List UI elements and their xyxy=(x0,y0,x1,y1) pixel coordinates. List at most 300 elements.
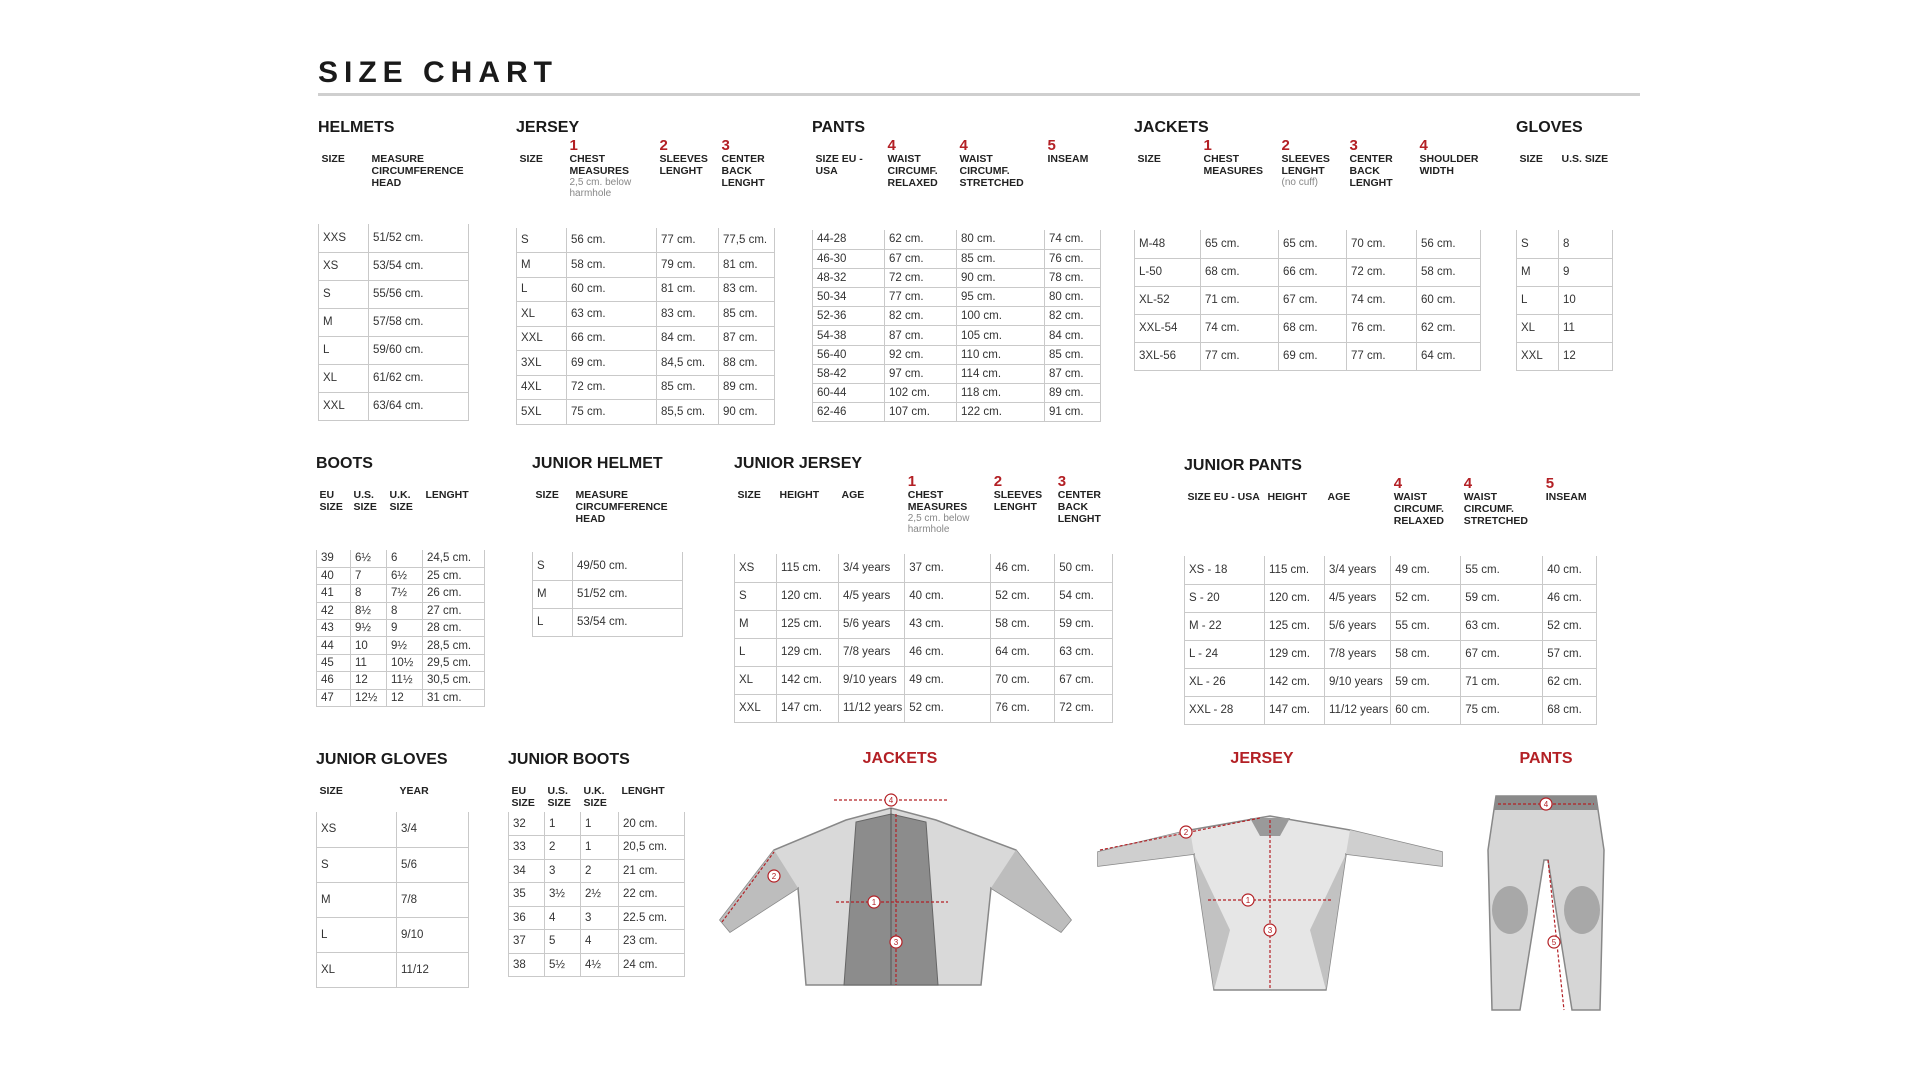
header-label: U.S. SIZE xyxy=(353,489,377,513)
table-cell: 31 cm. xyxy=(423,689,485,706)
measure-number: 1 xyxy=(569,137,578,154)
table-row xyxy=(319,308,469,336)
table-cell: 23 cm. xyxy=(619,930,685,954)
table-cell: 3/4 years xyxy=(839,554,905,582)
table-cell: 62 cm. xyxy=(1417,314,1481,342)
table-cell: 81 cm. xyxy=(719,253,775,278)
table-cell: 3 xyxy=(581,906,619,930)
section-title: BOOTS xyxy=(316,455,373,472)
column-header xyxy=(1055,474,1113,554)
table-cell: 90 cm. xyxy=(957,268,1045,287)
table-cell: 55 cm. xyxy=(1391,612,1461,640)
header-label: SLEEVES LENGHT xyxy=(1281,153,1330,177)
table-cell: 81 cm. xyxy=(657,277,719,302)
svg-text:4: 4 xyxy=(1543,800,1549,809)
section-title: HELMETS xyxy=(318,119,395,136)
table-row xyxy=(813,364,1101,383)
table-cell: 52 cm. xyxy=(905,694,991,722)
table-cell: 51/52 cm. xyxy=(573,580,683,608)
measure-number xyxy=(426,474,483,489)
header-label: MEASURE CIRCUMFERENCE HEAD xyxy=(371,153,464,189)
measure-number xyxy=(780,474,837,489)
table-row xyxy=(735,582,1113,610)
table-row xyxy=(1185,668,1597,696)
table-cell: 48-32 xyxy=(813,268,885,287)
header-label: MEASURE CIRCUMFERENCE HEAD xyxy=(575,489,668,525)
table-cell: 3XL-56 xyxy=(1135,342,1201,370)
marker-5 xyxy=(1548,936,1560,948)
table-cell: 28 cm. xyxy=(423,620,485,637)
table-cell: 3½ xyxy=(545,883,581,907)
table-cell: S xyxy=(517,228,567,253)
measure-number xyxy=(354,474,385,489)
header-label: HEIGHT xyxy=(1267,491,1308,503)
table-cell: 8½ xyxy=(351,602,387,619)
measure-number: 3 xyxy=(721,137,730,154)
measure-number xyxy=(520,138,565,153)
header-label: SIZE EU - USA xyxy=(1187,491,1260,503)
header-label: LENGHT xyxy=(425,489,469,501)
table-cell: 24,5 cm. xyxy=(423,550,485,567)
table-cell: 125 cm. xyxy=(777,610,839,638)
table-cell: 37 xyxy=(509,930,545,954)
column-header xyxy=(573,474,683,552)
measure-number: 2 xyxy=(993,473,1003,490)
measure-number: 2 xyxy=(1281,137,1290,154)
table-cell: XL xyxy=(1517,314,1559,342)
measure-number: 4 xyxy=(959,137,968,154)
column-header xyxy=(619,770,685,812)
table-cell: 5/6 years xyxy=(1325,612,1391,640)
table-cell: 43 cm. xyxy=(905,610,991,638)
column-header xyxy=(1461,476,1543,556)
table-row xyxy=(317,917,469,952)
table-cell: 9 xyxy=(1559,258,1613,286)
table-cell: L xyxy=(533,608,573,636)
column-header xyxy=(1045,138,1101,230)
table-row xyxy=(533,580,683,608)
table-cell: 57 cm. xyxy=(1543,640,1597,668)
table-cell: 21 cm. xyxy=(619,859,685,883)
header-label: SIZE xyxy=(737,489,761,501)
table-cell: 88 cm. xyxy=(719,351,775,376)
table-cell: 60 cm. xyxy=(1417,286,1481,314)
table-cell: 60-44 xyxy=(813,384,885,403)
table-row xyxy=(317,550,485,567)
table-cell: 58 cm. xyxy=(1391,640,1461,668)
table-cell: 58 cm. xyxy=(991,610,1055,638)
column-header xyxy=(1417,138,1481,230)
column-header xyxy=(317,770,397,812)
marker-3 xyxy=(1264,924,1276,936)
table-cell: 56-40 xyxy=(813,345,885,364)
table-cell: M - 22 xyxy=(1185,612,1265,640)
column-header xyxy=(1391,476,1461,556)
column-header xyxy=(1325,476,1391,556)
pants-table xyxy=(812,138,1101,422)
boots-table xyxy=(316,474,485,707)
table-cell: XXL - 28 xyxy=(1185,696,1265,724)
measure-number xyxy=(622,770,683,785)
table-row xyxy=(813,268,1101,287)
svg-text:2: 2 xyxy=(1183,828,1189,837)
table-cell: 105 cm. xyxy=(957,326,1045,345)
column-header xyxy=(369,138,469,224)
table-cell: 107 cm. xyxy=(885,403,957,422)
table-cell: 100 cm. xyxy=(957,307,1045,326)
table-cell: 53/54 cm. xyxy=(369,252,469,280)
header-label: SHOULDER WIDTH xyxy=(1419,153,1479,177)
header-label: HEIGHT xyxy=(779,489,820,501)
table-cell: 7/8 years xyxy=(1325,640,1391,668)
marker-1 xyxy=(868,896,880,908)
table-row xyxy=(317,812,469,847)
table-cell: 115 cm. xyxy=(1265,556,1325,584)
table-cell: 72 cm. xyxy=(1347,258,1417,286)
table-cell: 40 cm. xyxy=(905,582,991,610)
table-cell: 74 cm. xyxy=(1045,230,1101,249)
table-cell: M-48 xyxy=(1135,230,1201,258)
header-label: AGE xyxy=(841,489,865,501)
table-cell: 11/12 xyxy=(397,952,469,987)
table-cell: 64 cm. xyxy=(991,638,1055,666)
table-row xyxy=(317,654,485,671)
table-row xyxy=(509,836,685,860)
table-row xyxy=(1135,314,1481,342)
column-header xyxy=(319,138,369,224)
table-row xyxy=(1517,314,1613,342)
table-row xyxy=(317,567,485,584)
table-cell: XL xyxy=(517,302,567,327)
table-cell: 142 cm. xyxy=(777,666,839,694)
table-cell: 59 cm. xyxy=(1391,668,1461,696)
table-cell: XL xyxy=(319,364,369,392)
table-cell: 49 cm. xyxy=(1391,556,1461,584)
table-cell: 60 cm. xyxy=(1391,696,1461,724)
measure-number xyxy=(1328,476,1389,491)
header-label: CHEST MEASURES xyxy=(569,153,630,177)
header-label: WAIST CIRCUMF. RELAXED xyxy=(887,153,938,189)
table-row xyxy=(509,883,685,907)
section-title: JUNIOR PANTS xyxy=(1184,457,1302,474)
table-cell: 1 xyxy=(581,812,619,836)
table-cell: 89 cm. xyxy=(1045,384,1101,403)
table-row xyxy=(517,351,775,376)
table-row xyxy=(1517,286,1613,314)
page-title: SIZE CHART xyxy=(318,56,558,89)
table-cell: XS xyxy=(735,554,777,582)
table-cell: 5 xyxy=(545,930,581,954)
table-cell: 10 xyxy=(351,637,387,654)
table-cell: 61/62 cm. xyxy=(369,364,469,392)
table-cell: 9/10 years xyxy=(839,666,905,694)
table-row xyxy=(813,403,1101,422)
table-cell: L xyxy=(317,917,397,952)
table-cell: 64 cm. xyxy=(1417,342,1481,370)
header-label: CHEST MEASURES xyxy=(907,489,968,513)
table-cell: XXS xyxy=(319,224,369,252)
table-cell: 38 xyxy=(509,953,545,977)
table-row xyxy=(509,859,685,883)
table-cell: 62-46 xyxy=(813,403,885,422)
table-cell: 4 xyxy=(545,906,581,930)
table-cell: 52-36 xyxy=(813,307,885,326)
marker-4 xyxy=(885,794,897,806)
table-row xyxy=(517,228,775,253)
table-cell: 147 cm. xyxy=(1265,696,1325,724)
table-cell: S xyxy=(1517,230,1559,258)
table-cell: XL xyxy=(735,666,777,694)
table-cell: 9 xyxy=(387,620,423,637)
pants-figure-title: PANTS xyxy=(1519,750,1573,767)
table-cell: 66 cm. xyxy=(567,326,657,351)
table-cell: 97 cm. xyxy=(885,364,957,383)
svg-text:2: 2 xyxy=(771,872,777,881)
table-cell: 72 cm. xyxy=(1055,694,1113,722)
header-label: INSEAM xyxy=(1047,153,1089,165)
table-row xyxy=(319,336,469,364)
junior-gloves-section xyxy=(316,750,469,988)
column-header xyxy=(1135,138,1201,230)
measure-number: 1 xyxy=(1203,137,1212,154)
table-cell: 9/10 years xyxy=(1325,668,1391,696)
pants-illustration xyxy=(1476,790,1616,1015)
column-header xyxy=(1279,138,1347,230)
table-cell: 39 xyxy=(317,550,351,567)
table-cell: 85 cm. xyxy=(957,249,1045,268)
table-cell: 89 cm. xyxy=(719,375,775,400)
table-cell: 63 cm. xyxy=(1461,612,1543,640)
table-cell: 74 cm. xyxy=(1347,286,1417,314)
table-row xyxy=(533,552,683,580)
table-cell: 67 cm. xyxy=(1055,666,1113,694)
table-cell: 1 xyxy=(545,812,581,836)
section-title: JUNIOR HELMET xyxy=(532,455,663,472)
column-header xyxy=(317,474,351,550)
svg-text:5: 5 xyxy=(1551,938,1557,947)
table-row xyxy=(533,608,683,636)
table-row xyxy=(1135,286,1481,314)
measure-number: 4 xyxy=(1463,475,1473,492)
junior-helmet-section xyxy=(532,454,683,637)
table-row xyxy=(317,952,469,987)
table-cell: S - 20 xyxy=(1185,584,1265,612)
column-header xyxy=(351,474,387,550)
table-cell: 67 cm. xyxy=(1461,640,1543,668)
table-cell: 79 cm. xyxy=(657,253,719,278)
table-cell: 49/50 cm. xyxy=(573,552,683,580)
table-cell: 56 cm. xyxy=(1417,230,1481,258)
measure-number xyxy=(548,770,579,785)
helmets-table xyxy=(318,138,469,421)
jackets-table xyxy=(1134,138,1481,371)
svg-text:3: 3 xyxy=(1267,926,1273,935)
table-cell: 45 xyxy=(317,654,351,671)
table-row xyxy=(1185,640,1597,668)
header-label: CHEST MEASURES xyxy=(1203,153,1264,177)
table-cell: 54-38 xyxy=(813,326,885,345)
header-label: SIZE xyxy=(321,153,345,165)
table-cell: 52 cm. xyxy=(1391,584,1461,612)
header-label: WAIST CIRCUMF. STRETCHED xyxy=(959,153,1024,189)
table-cell: 4/5 years xyxy=(839,582,905,610)
table-row xyxy=(1185,556,1597,584)
table-cell: 3 xyxy=(545,859,581,883)
table-cell: 53/54 cm. xyxy=(573,608,683,636)
measure-number xyxy=(400,770,467,785)
table-cell: L xyxy=(1517,286,1559,314)
table-row xyxy=(813,288,1101,307)
header-label: LENGHT xyxy=(621,785,665,797)
header-label: U.S. SIZE xyxy=(547,785,571,809)
column-header xyxy=(777,474,839,554)
table-cell: 46 cm. xyxy=(1543,584,1597,612)
table-row xyxy=(509,812,685,836)
table-row xyxy=(1135,258,1481,286)
table-cell: 22.5 cm. xyxy=(619,906,685,930)
table-cell: XL xyxy=(317,952,397,987)
table-row xyxy=(1185,612,1597,640)
table-cell: 28,5 cm. xyxy=(423,637,485,654)
header-note: 2,5 cm. below harmhole xyxy=(569,177,632,199)
table-cell: S xyxy=(533,552,573,580)
header-label: CENTER BACK LENGHT xyxy=(1057,489,1101,525)
table-cell: 2 xyxy=(545,836,581,860)
table-cell: 147 cm. xyxy=(777,694,839,722)
column-header xyxy=(719,138,775,228)
table-row xyxy=(509,906,685,930)
table-cell: 63 cm. xyxy=(1055,638,1113,666)
table-cell: 12 xyxy=(351,672,387,689)
table-row xyxy=(319,252,469,280)
column-header xyxy=(517,138,567,228)
table-cell: 85,5 cm. xyxy=(657,400,719,425)
junior-jersey-section xyxy=(734,454,1113,723)
table-cell: 72 cm. xyxy=(567,375,657,400)
table-cell: 34 xyxy=(509,859,545,883)
table-cell: 65 cm. xyxy=(1279,230,1347,258)
table-cell: 67 cm. xyxy=(1279,286,1347,314)
table-cell: 11½ xyxy=(387,672,423,689)
table-row xyxy=(317,847,469,882)
title-divider xyxy=(318,93,1640,96)
column-header xyxy=(885,138,957,230)
table-cell: 52 cm. xyxy=(991,582,1055,610)
table-row xyxy=(517,253,775,278)
column-header xyxy=(1517,138,1559,230)
table-row xyxy=(517,277,775,302)
table-cell: XS xyxy=(319,252,369,280)
table-cell: 114 cm. xyxy=(957,364,1045,383)
table-cell: 70 cm. xyxy=(1347,230,1417,258)
table-cell: 24 cm. xyxy=(619,953,685,977)
table-cell: L-50 xyxy=(1135,258,1201,286)
column-header xyxy=(1185,476,1265,556)
table-cell: 85 cm. xyxy=(719,302,775,327)
marker-1 xyxy=(1242,894,1254,906)
table-cell: 66 cm. xyxy=(1279,258,1347,286)
gloves-table xyxy=(1516,138,1613,371)
table-cell: M xyxy=(1517,258,1559,286)
table-cell: 44-28 xyxy=(813,230,885,249)
column-header xyxy=(1543,476,1597,556)
table-cell: 62 cm. xyxy=(885,230,957,249)
table-cell: 129 cm. xyxy=(1265,640,1325,668)
measure-number xyxy=(816,138,883,153)
table-cell: 69 cm. xyxy=(1279,342,1347,370)
table-cell: 55 cm. xyxy=(1461,556,1543,584)
table-cell: S xyxy=(317,847,397,882)
table-cell: 71 cm. xyxy=(1461,668,1543,696)
header-label: U.S. SIZE xyxy=(1561,153,1609,165)
table-cell: 120 cm. xyxy=(1265,584,1325,612)
table-cell: M xyxy=(533,580,573,608)
section-title: JUNIOR GLOVES xyxy=(316,751,448,768)
column-header xyxy=(905,474,991,554)
jersey-illustration xyxy=(1090,810,1450,995)
table-cell: 51/52 cm. xyxy=(369,224,469,252)
table-cell: 8 xyxy=(387,602,423,619)
table-cell: 68 cm. xyxy=(1201,258,1279,286)
measure-number: 3 xyxy=(1349,137,1358,154)
table-cell: 11 xyxy=(1559,314,1613,342)
table-cell: 49 cm. xyxy=(905,666,991,694)
svg-text:1: 1 xyxy=(871,898,877,907)
table-cell: 46 cm. xyxy=(905,638,991,666)
table-cell: 9½ xyxy=(387,637,423,654)
table-row xyxy=(813,345,1101,364)
table-cell: 44 xyxy=(317,637,351,654)
table-cell: 11/12 years xyxy=(839,694,905,722)
table-cell: 77 cm. xyxy=(1347,342,1417,370)
table-cell: 68 cm. xyxy=(1543,696,1597,724)
section-title: JUNIOR JERSEY xyxy=(734,455,863,472)
table-cell: 33 xyxy=(509,836,545,860)
table-cell: 9½ xyxy=(351,620,387,637)
junior-boots-section xyxy=(508,750,685,977)
table-cell: 12 xyxy=(387,689,423,706)
table-cell: M xyxy=(517,253,567,278)
boots-section xyxy=(316,454,485,707)
header-label: YEAR xyxy=(399,785,429,797)
table-cell: 8 xyxy=(1559,230,1613,258)
table-cell: 68 cm. xyxy=(1279,314,1347,342)
header-label: SIZE xyxy=(535,489,559,501)
table-cell: 92 cm. xyxy=(885,345,957,364)
table-cell: 122 cm. xyxy=(957,403,1045,422)
table-cell: 5½ xyxy=(545,953,581,977)
table-cell: 40 cm. xyxy=(1543,556,1597,584)
table-cell: 67 cm. xyxy=(885,249,957,268)
measure-number: 5 xyxy=(1545,475,1555,492)
table-cell: 12 xyxy=(1559,342,1613,370)
table-cell: 85 cm. xyxy=(657,375,719,400)
table-cell: 41 xyxy=(317,585,351,602)
table-row xyxy=(1135,342,1481,370)
table-cell: 11/12 years xyxy=(1325,696,1391,724)
header-label: AGE xyxy=(1327,491,1351,503)
header-label: EU SIZE xyxy=(319,489,343,513)
measure-number xyxy=(320,770,395,785)
table-cell: 125 cm. xyxy=(1265,612,1325,640)
table-cell: 65 cm. xyxy=(1201,230,1279,258)
table-cell: 43 xyxy=(317,620,351,637)
table-cell: XXL-54 xyxy=(1135,314,1201,342)
table-cell: 1 xyxy=(581,836,619,860)
table-cell: 20,5 cm. xyxy=(619,836,685,860)
table-row xyxy=(813,307,1101,326)
table-cell: 5/6 years xyxy=(839,610,905,638)
